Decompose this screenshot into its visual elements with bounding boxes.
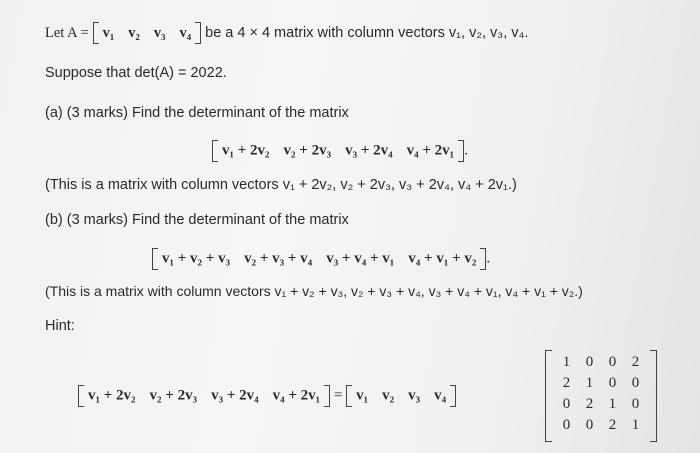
part-a-col-3: v₃ + 2v₄ xyxy=(345,142,393,159)
equals-sign: = xyxy=(333,387,343,404)
matrix-entry: 0 xyxy=(608,354,617,370)
period: . xyxy=(464,142,468,159)
matrix-entry: 0 xyxy=(562,417,571,433)
matrix-entry: 0 xyxy=(585,417,594,433)
part-a-col-1: v₁ + 2v₂ xyxy=(222,142,270,159)
hint-label: Hint: xyxy=(45,318,75,334)
part-a-heading: (a) (3 marks) Find the determinant of the matrix xyxy=(45,105,349,121)
part-a-col-2: v₂ + 2v₃ xyxy=(283,142,332,159)
matrix-row xyxy=(555,394,647,415)
matrix-entry: 0 xyxy=(631,375,640,391)
period: . xyxy=(486,250,491,267)
column-v4: v₄ xyxy=(179,24,192,41)
matrix-row xyxy=(555,373,647,394)
matrix-entry: 0 xyxy=(585,354,594,370)
part-a-matrix xyxy=(212,140,468,162)
part-a-col-4: v₄ + 2v₁ xyxy=(406,142,455,159)
matrix-entry: 1 xyxy=(585,375,594,391)
hint-equation xyxy=(78,385,456,407)
column-v2: v₂ xyxy=(128,24,140,41)
part-b-note: (This is a matrix with column vectors v₁ + v₂ + v₃, v₂ + v₃ + v₄, v₃ + v₄ + v₁, v₄ + v₁ + v₂.) xyxy=(45,283,583,299)
part-b-col-2: v₂ + v₃ + v₄ xyxy=(244,250,313,267)
matrix-entry: 2 xyxy=(631,354,640,370)
hint-rhs-v3: v₃ xyxy=(408,387,421,404)
left-bracket xyxy=(78,385,84,407)
matrix-entry: 2 xyxy=(562,375,571,391)
coefficient-matrix xyxy=(545,350,657,442)
hint-lhs-col-3: v₃ + 2v₄ xyxy=(211,387,259,404)
part-b-col-1: v₁ + v₂ + v₃ xyxy=(162,250,231,267)
part-b-heading: (b) (3 marks) Find the determinant of the matrix xyxy=(45,212,349,228)
right-bracket xyxy=(195,22,201,44)
part-a-note: (This is a matrix with column vectors v₁ + 2v₂, v₂ + 2v₃, v₃ + 2v₄, v₄ + 2v₁.) xyxy=(45,177,517,193)
matrix-right-bracket xyxy=(650,350,657,442)
left-bracket xyxy=(346,385,352,407)
part-b-col-3: v₃ + v₄ + v₁ xyxy=(326,250,395,267)
part-b-col-4: v₄ + v₁ + v₂ xyxy=(408,250,477,267)
hint-rhs-v2: v₂ xyxy=(382,387,395,404)
matrix-entry: 0 xyxy=(608,375,617,391)
part-b-matrix xyxy=(152,248,490,270)
matrix-entry: 1 xyxy=(608,396,617,412)
matrix-left-bracket xyxy=(545,350,552,442)
determinant-statement: Suppose that det(A) = 2022. xyxy=(45,65,227,81)
column-v3: v₃ xyxy=(153,24,166,41)
right-bracket xyxy=(450,385,456,407)
left-bracket xyxy=(93,22,99,44)
matrix-entry: 1 xyxy=(562,354,571,370)
matrix-entry: 2 xyxy=(608,417,617,433)
matrix-row xyxy=(555,415,647,436)
matrix-description: be a 4 × 4 matrix with column vectors v₁, v₂, v₃, v₄. xyxy=(205,24,529,41)
let-a-equals: Let A = xyxy=(45,24,89,41)
matrix-row xyxy=(555,352,647,373)
right-bracket xyxy=(324,385,330,407)
hint-lhs-col-4: v₄ + 2v₁ xyxy=(272,387,321,404)
matrix-entry: 0 xyxy=(631,396,640,412)
left-bracket xyxy=(152,248,158,270)
matrix-definition xyxy=(45,22,528,44)
matrix-entry: 0 xyxy=(562,396,571,412)
hint-lhs-col-2: v₂ + 2v₃ xyxy=(149,387,198,404)
matrix-entry: 1 xyxy=(631,417,640,433)
hint-lhs-col-1: v₁ + 2v₂ xyxy=(88,387,136,404)
hint-rhs-v4: v₄ xyxy=(434,387,447,404)
hint-rhs-v1: v₁ xyxy=(356,387,369,404)
matrix-entries xyxy=(555,352,647,436)
column-v1: v₁ xyxy=(102,24,115,41)
matrix-entry: 2 xyxy=(585,396,594,412)
left-bracket xyxy=(212,140,218,162)
